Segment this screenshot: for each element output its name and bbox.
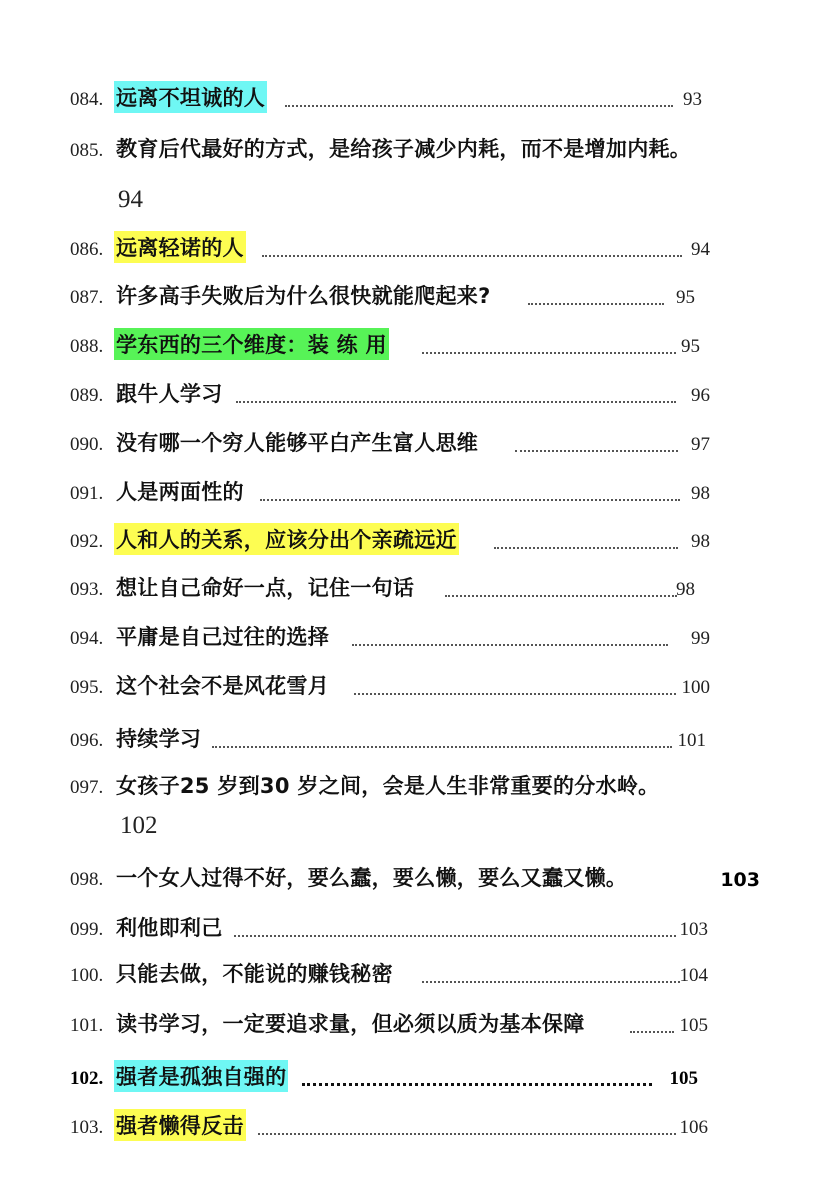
- entry-page: 105: [679, 1015, 708, 1036]
- dot-leader: [212, 746, 672, 748]
- entry-title: 持续学习: [116, 727, 202, 751]
- toc-entry: [70, 326, 740, 366]
- entry-title: 学东西的三个维度：装 练 用: [114, 328, 389, 360]
- entry-page: 94: [691, 239, 710, 260]
- entry-page: 103: [720, 869, 760, 891]
- entry-title: 远离轻诺的人: [114, 231, 246, 263]
- entry-number: 101.: [70, 1015, 104, 1036]
- entry-number: 093.: [70, 579, 104, 600]
- entry-title: 读书学习，一定要追求量，但必须以质为基本保障: [116, 1012, 585, 1036]
- entry-number: 098.: [70, 869, 104, 890]
- dot-leader: [515, 450, 678, 452]
- entry-number: 100.: [70, 965, 104, 986]
- dot-leader: [422, 981, 680, 983]
- entry-number: 089.: [70, 385, 104, 406]
- entry-number: 092.: [70, 531, 104, 552]
- dot-leader: [445, 595, 677, 597]
- entry-page: 93: [683, 89, 702, 110]
- entry-number: 103.: [70, 1117, 104, 1138]
- entry-number: 090.: [70, 434, 104, 455]
- toc-entry: [70, 277, 740, 317]
- entry-page: 98: [691, 483, 710, 504]
- entry-page: 95: [676, 287, 695, 308]
- entry-page: 98: [691, 531, 710, 552]
- entry-title: 强者是孤独自强的: [114, 1060, 288, 1092]
- entry-number: 096.: [70, 730, 104, 751]
- dot-leader: [494, 547, 678, 549]
- entry-number: 085.: [70, 140, 104, 161]
- toc-entry: [70, 618, 740, 658]
- entry-title: 平庸是自己过往的选择: [116, 625, 329, 649]
- entry-page: 98: [676, 579, 695, 600]
- toc-entry: [70, 473, 740, 513]
- dot-leader: [234, 935, 676, 937]
- entry-title: 许多高手失败后为什么很快就能爬起来?: [116, 284, 491, 308]
- entry-page: 106: [679, 1117, 708, 1138]
- toc-entry: [70, 375, 740, 415]
- dot-leader: [422, 352, 676, 354]
- toc-entry: [70, 79, 740, 119]
- toc-entry: [70, 859, 760, 899]
- entry-title: 没有哪一个穷人能够平白产生富人思维: [116, 431, 479, 455]
- entry-title: 跟牛人学习: [116, 382, 223, 406]
- entry-title: 利他即利己: [116, 916, 223, 940]
- dot-leader: [630, 1031, 674, 1033]
- entry-number: 102.: [70, 1068, 104, 1089]
- dot-leader: [260, 499, 680, 501]
- entry-page: 101: [677, 730, 706, 751]
- entry-title: 这个社会不是风花雪月: [116, 674, 329, 698]
- entry-title: 想让自己命好一点，记住一句话: [116, 576, 415, 600]
- entry-number: 094.: [70, 628, 104, 649]
- dot-leader: [352, 644, 668, 646]
- entry-title: 人和人的关系，应该分出个亲疏远近: [114, 523, 459, 555]
- toc-entry: [70, 521, 740, 561]
- dot-leader: [236, 401, 676, 403]
- dot-leader: [285, 105, 673, 107]
- entry-title: 一个女人过得不好，要么蠢，要么懒，要么又蠢又懒。: [116, 866, 628, 890]
- entry-title: 教育后代最好的方式，是给孩子减少内耗，而不是增加内耗。: [116, 137, 692, 161]
- entry-page: 99: [691, 628, 710, 649]
- entry-number: 091.: [70, 483, 104, 504]
- toc-entry: [70, 767, 760, 807]
- entry-number: 099.: [70, 919, 104, 940]
- toc-entry: [70, 229, 740, 269]
- toc-entry: [70, 909, 740, 949]
- entry-number: 088.: [70, 336, 104, 357]
- entry-page: 104: [679, 965, 708, 986]
- entry-title: 远离不坦诚的人: [114, 81, 267, 113]
- dot-leader: [302, 1083, 652, 1086]
- entry-title: 只能去做，不能说的赚钱秘密: [116, 962, 393, 986]
- toc-entry: [70, 955, 740, 995]
- entry-title: 女孩子25 岁到30 岁之间，会是人生非常重要的分水岭。: [116, 774, 660, 798]
- entry-page: 102: [120, 812, 158, 839]
- entry-number: 095.: [70, 677, 104, 698]
- entry-number: 086.: [70, 239, 104, 260]
- entry-page: 105: [669, 1068, 698, 1089]
- entry-page: 95: [681, 336, 700, 357]
- entry-page: 100: [681, 677, 710, 698]
- toc-entry: [70, 720, 740, 760]
- dot-leader: [258, 1133, 676, 1135]
- toc-entry: [70, 1058, 740, 1098]
- entry-page: 96: [691, 385, 710, 406]
- toc-entry: [70, 424, 740, 464]
- dot-leader: [354, 693, 676, 695]
- entry-page: 97: [691, 434, 710, 455]
- dot-leader: [528, 303, 664, 305]
- toc-entry: [70, 569, 740, 609]
- entry-number: 097.: [70, 777, 104, 798]
- entry-number: 087.: [70, 287, 104, 308]
- entry-title: 人是两面性的: [116, 480, 244, 504]
- toc-entry: [70, 1005, 740, 1045]
- entry-number: 084.: [70, 89, 104, 110]
- entry-page: 94: [118, 186, 143, 213]
- entry-page: 103: [679, 919, 708, 940]
- toc-entry: [70, 667, 740, 707]
- toc-entry: [70, 130, 750, 170]
- toc-entry: [70, 1107, 740, 1147]
- dot-leader: [262, 255, 682, 257]
- entry-title: 强者懒得反击: [114, 1109, 246, 1141]
